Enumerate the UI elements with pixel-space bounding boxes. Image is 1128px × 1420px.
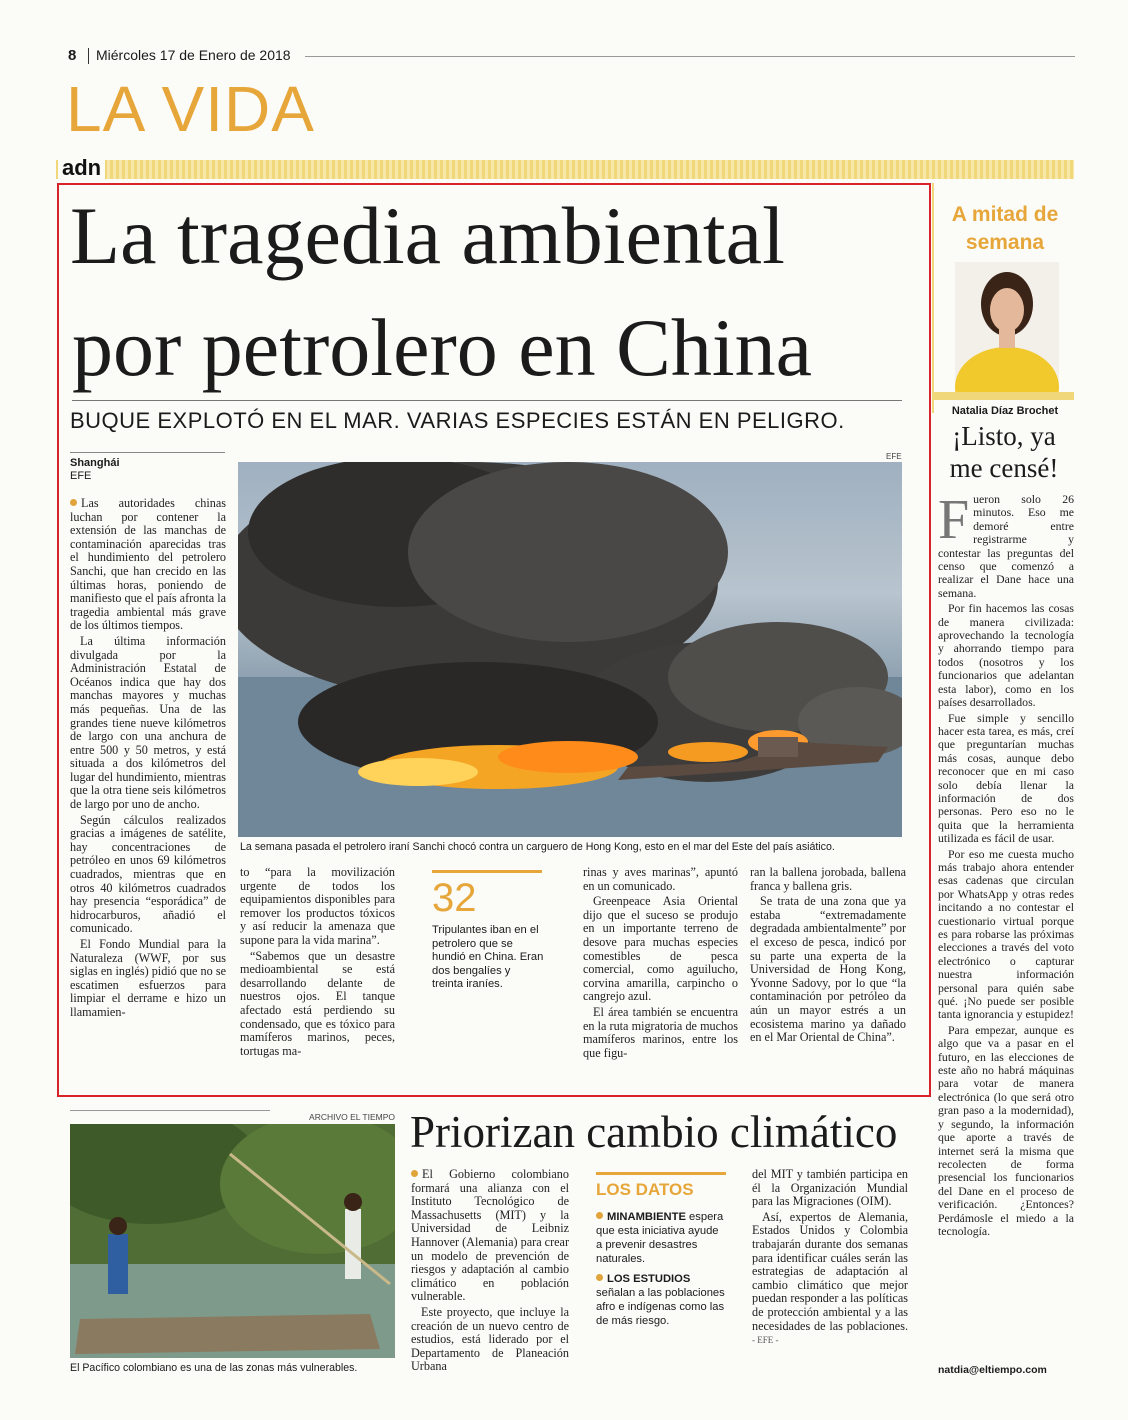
bottom-col3-p1: del MIT y también participa en él la Organización Mundial para las Migraciones (OIM).	[752, 1167, 908, 1209]
fact-number: 32	[432, 876, 477, 920]
fact-box-rule	[432, 870, 542, 873]
sidebar-kicker-line1: A mitad de	[951, 203, 1059, 226]
main-col2-p2: “Sabemos que un desastre medioambiental se está desarrollando delante de nuestros ojos. El tanque afectado está perdiendo su condensado, que es tóxico para mamíferos marinos, peces, tortugas ma-	[240, 948, 395, 1058]
agency-label: EFE	[70, 470, 92, 482]
data-box-rule	[596, 1172, 726, 1175]
dateline-rule	[70, 452, 225, 453]
sidebar-p5: Para empezar, aunque es algo que va a pasar en el futuro, en las elecciones de este año no habrá máquinas para votar de manera electrónica (lo que será otro gran paso a la modernidad), y segundo, la información que aporte a través de internet será la misma que recolecten de forma presencial los funcionarios del Dane en el proceso de verificación. ¿Entonces? Perdámosle el miedo a la tecnología.	[938, 1022, 1074, 1238]
data-box-item2-text: señalan a las poblaciones afro e indígenas como las de más riesgo.	[596, 1287, 725, 1327]
main-column-1	[70, 497, 226, 1022]
main-col2-p1: to “para la movilización urgente de todos los equipamientos disponibles para remover los productos tóxicos y así reducir la amenaza que supone para la vida marina”.	[240, 865, 395, 947]
subhead-rule	[72, 400, 902, 401]
bullet-icon	[411, 1170, 418, 1177]
header-divider	[88, 48, 89, 64]
tanker-fire-illustration	[238, 462, 902, 837]
data-box-item2	[596, 1272, 726, 1328]
bottom-headline: Priorizan cambio climático	[410, 1107, 898, 1157]
bottom-column-1	[411, 1168, 569, 1376]
data-box-item2-label: LOS ESTUDIOS	[607, 1273, 691, 1285]
data-box-item1-label: MINAMBIENTE	[607, 1211, 686, 1223]
column-title-line2: me censé!	[949, 453, 1059, 483]
sidebar-p2: Por fin hacemos las cosas de manera civilizada: aprovechando la tecnología y ahorrando tiempo para todos (nosotros y los funcionarios que adelantan esta labor), como en los países desarrollados.	[938, 601, 1074, 710]
main-col1-p2: La última información divulgada por la Administración Estatal de Océanos indica que hay dos manchas mayores y muchas más pequeñas. Una de las grandes tiene nueve kilómetros de largo con una anchura de entre 500 y 50 metros, y está situada a dos kilómetros del lugar del hundimiento, mientras que la otra tiene seis kilómetros de largo por uno de ancho.	[70, 633, 226, 812]
bottom-photo-rule	[70, 1110, 270, 1111]
columnist-email[interactable]: natdia@eltiempo.com	[938, 1364, 1047, 1376]
main-col4-p1: ran la ballena jorobada, ballena franca y ballena gris.	[750, 865, 906, 893]
dateline: Shanghái	[70, 457, 120, 469]
sidebar-p4: Por eso me cuesta mucho más trabajo ahora entender esas cadenas que circulan por WhatsApp y otras redes incitando a no contestar el cuestionario virtual porque es para robarse las próximas elecciones a través del voto electrónico o capturar nuestra información personal para quién sabe qué. ¡No puede ser posible tanta ignorancia y estupidez!	[938, 846, 1074, 1022]
page-number: 8	[68, 47, 77, 64]
sidebar-kicker-line2: semana	[965, 231, 1045, 254]
main-col3-p3: El área también se encuentra en la ruta migratoria de muchos mamíferos marinos, entre los que figu-	[583, 1004, 738, 1060]
main-col1-p1: Las autoridades chinas luchan por contener la extensión de las manchas de contaminación aparecidas tras el hundimiento del petrolero Sanchi, que han crecido en las últimas horas, poniendo de manifiesto que el país afronta la tragedia ambiental más grave de los últimos tiempos.	[70, 496, 227, 633]
tanker-fire-photo	[238, 462, 902, 837]
main-column-3	[583, 866, 738, 1062]
main-subhead: BUQUE EXPLOTÓ EN EL MAR. VARIAS ESPECIES ESTÁN EN PELIGRO.	[70, 408, 845, 433]
main-col1-p3: Según cálculos realizados gracias a imágenes de satélite, hay concentraciones de petróleo en unos 69 kilómetros cuadrados, mientras que en otros 40 kilómetros cuadrados hay presencia “esporádica” de hidrocarburos, añadió el comunicado.	[70, 812, 226, 936]
data-box-item1	[596, 1210, 726, 1266]
photo-credit: EFE	[886, 452, 902, 461]
bottom-col3-sign: - EFE -	[752, 1335, 779, 1346]
main-col3-p1: rinas y aves marinas”, apuntó en un comunicado.	[583, 865, 738, 893]
main-column-2	[240, 866, 395, 1060]
main-col3-p2: Greenpeace Asia Oriental dijo que el suceso se produjo en un importante terreno de desove para muchas especies comestibles de pesca comercial, como aguilucho, corvina amarilla, carpincho o cangrejo azul.	[583, 894, 738, 1004]
bullet-icon	[596, 1274, 603, 1281]
bottom-photo-credit: ARCHIVO EL TIEMPO	[309, 1112, 395, 1122]
columnist-name: Natalia Díaz Brochet	[951, 405, 1059, 417]
main-column-4	[750, 866, 906, 1047]
pacific-photo	[70, 1124, 395, 1358]
columnist-photo	[955, 262, 1059, 397]
page-date: Miércoles 17 de Enero de 2018	[96, 47, 291, 63]
main-col4-p2: Se trata de una zona que ya estaba “extremadamente degradada ambientalmente” por el exceso de pesca, indicó por su parte una experta de la Universidad de Hong Kong, Yvonne Sadovy, por lo que “la contaminación por petróleo da aún un mayor estrés a un ecosistema marino ya dañado en el Mar Oriental de China”.	[750, 894, 906, 1045]
photo-caption: La semana pasada el petrolero iraní Sanchi chocó contra un carguero de Hong Kong, esto en el mar del Este del país asiático.	[240, 841, 835, 853]
dropcap: F	[938, 489, 970, 551]
bottom-photo-caption: El Pacífico colombiano es una de las zonas más vulnerables.	[70, 1362, 358, 1374]
main-headline-line2: por petrolero en China	[72, 302, 813, 393]
bottom-col3-p2: Así, expertos de Alemania, Estados Unidos y Colombia trabajarán durante dos semanas para identificar cuáles serán las estrategias de adaptación al cambio climático que mejor puedan responder a las políticas de protección ambiental y a las necesidades de las poblaciones.	[752, 1209, 908, 1333]
bottom-column-3	[752, 1168, 908, 1350]
sidebar-body	[938, 489, 1074, 1240]
sidebar-p3: Fue simple y sencillo hacer esta tarea, es más, creí que preguntarían muchas más cosas, aunque debo reconocer que en mi caso solo debía llenar la información de dos personas. Pero eso no le quita que la herramienta utilizada es fácil de usar.	[938, 710, 1074, 846]
header-rule	[305, 56, 1075, 57]
main-headline-line1: La tragedia ambiental	[70, 190, 785, 281]
brand-band	[56, 160, 1074, 179]
bottom-col1-p2: Este proyecto, que incluye la creación de un nuevo centro de estudios, está liderado por el Departamento de Planeación Urbana	[411, 1304, 569, 1374]
main-col1-p4: El Fondo Mundial para la Naturaleza (WWF, por sus siglas en inglés) pidió que no se escatimen esfuerzos para limpiar el derrame e hizo un llamamien-	[70, 937, 226, 1019]
brand-logo: adn	[58, 156, 105, 180]
bullet-icon	[596, 1212, 603, 1219]
section-title: LA VIDA	[66, 73, 315, 145]
column-title-line1: ¡Listo, ya	[952, 421, 1056, 451]
river-raft-illustration	[70, 1124, 395, 1358]
sidebar-band	[934, 392, 1074, 400]
data-box-item1-text: espera que esta iniciativa ayude a prevenir desastres naturales.	[596, 1211, 724, 1265]
bottom-col1-p1: El Gobierno colombiano formará una alianza con el Instituto Tecnológico de Massachusetts (MIT) y la Universidad de Leibniz Hannover (Alemania) para crear un modelo de prevención de riesgos y adaptación al cambio climático en población vulnerable.	[411, 1167, 570, 1304]
bullet-icon	[70, 499, 77, 506]
columnist-portrait	[955, 262, 1059, 397]
data-box-title: LOS DATOS	[596, 1180, 694, 1199]
sidebar-p1: ueron solo 26 minutos. Eso me demoré entre registrarme y contestar las preguntas del censo que comenzó a realizar el Dane hace una semana.	[938, 492, 1074, 600]
fact-text: Tripulantes iban en el petrolero que se hundió en China. Eran dos bengalíes y treinta iraníes.	[432, 924, 544, 990]
